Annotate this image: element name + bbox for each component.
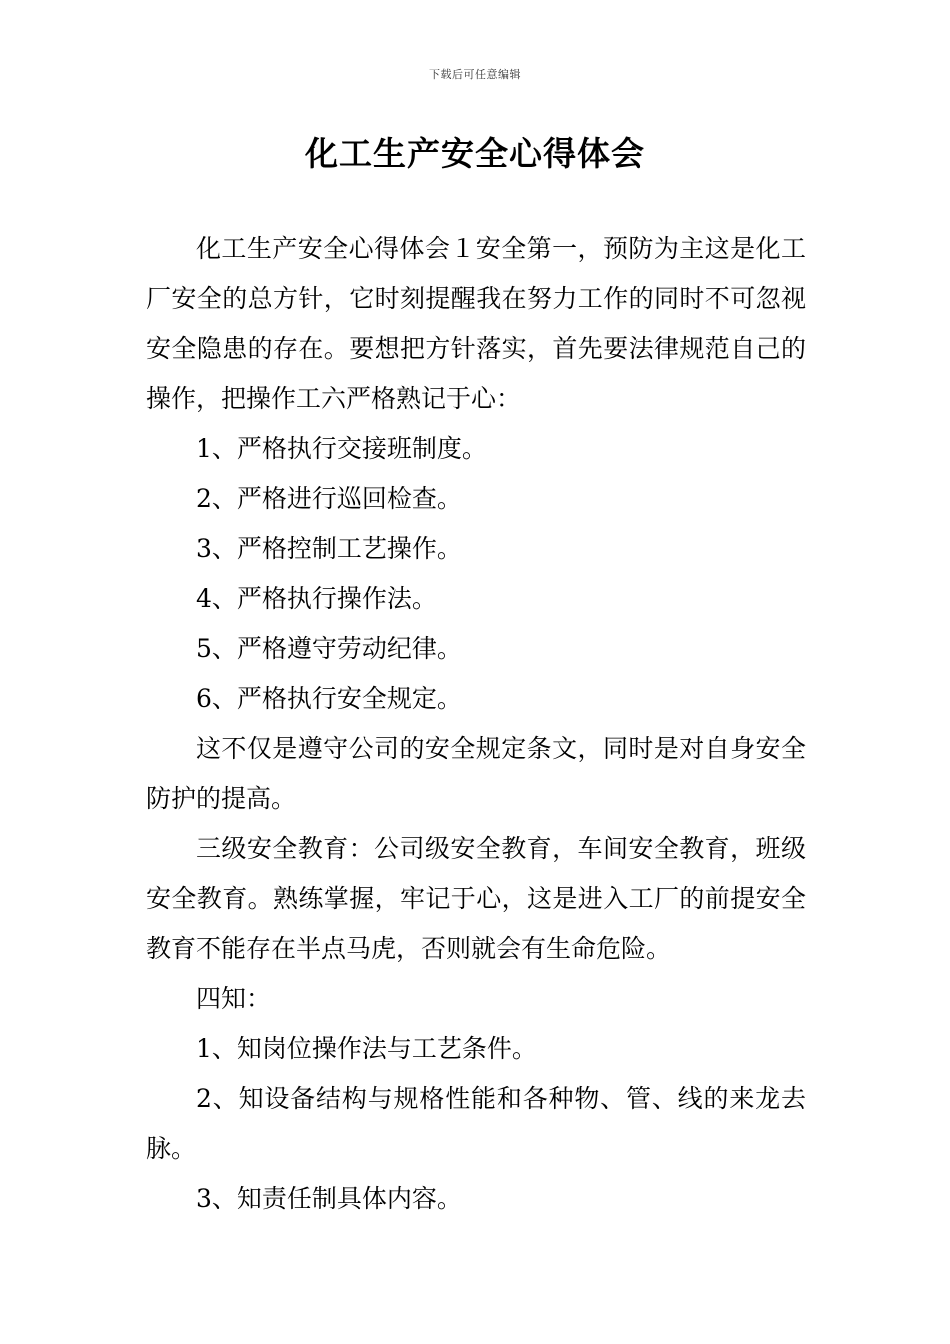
paragraph: 三级安全教育：公司级安全教育，车间安全教育，班级安全教育。熟练掌握，牢记于心，这是进入工厂的前提安全教育不能存在半点马虎，否则就会有生命危险。 bbox=[146, 834, 806, 963]
list-item: 3、严格控制工艺操作。 bbox=[196, 534, 462, 563]
list-item: 3、知责任制具体内容。 bbox=[196, 1184, 462, 1213]
paragraph: 这不仅是遵守公司的安全规定条文，同时是对自身安全防护的提高。 bbox=[146, 734, 806, 813]
list-item: 2、知设备结构与规格性能和各种物、管、线的来龙去脉。 bbox=[146, 1084, 806, 1163]
header-note: 下载后可任意编辑 bbox=[429, 68, 521, 81]
list-item: 6、严格执行安全规定。 bbox=[196, 684, 462, 713]
paragraph-intro: 化工生产安全心得体会１安全第一，预防为主这是化工厂安全的总方针，它时刻提醒我在努力工作的同时不可忽视安全隐患的存在。要想把方针落实，首先要法律规范自己的操作，把操作工六严格熟记于心： bbox=[146, 234, 806, 413]
list-item: 5、严格遵守劳动纪律。 bbox=[196, 634, 462, 663]
section-heading: 四知： bbox=[196, 984, 272, 1013]
document-body bbox=[146, 224, 806, 1224]
list-item: 1、严格执行交接班制度。 bbox=[196, 434, 487, 463]
list-item: 4、严格执行操作法。 bbox=[196, 584, 437, 613]
document-title: 化工生产安全心得体会 bbox=[305, 134, 645, 173]
list-item: 1、知岗位操作法与工艺条件。 bbox=[196, 1034, 537, 1063]
list-item: 2、严格进行巡回检查。 bbox=[196, 484, 462, 513]
